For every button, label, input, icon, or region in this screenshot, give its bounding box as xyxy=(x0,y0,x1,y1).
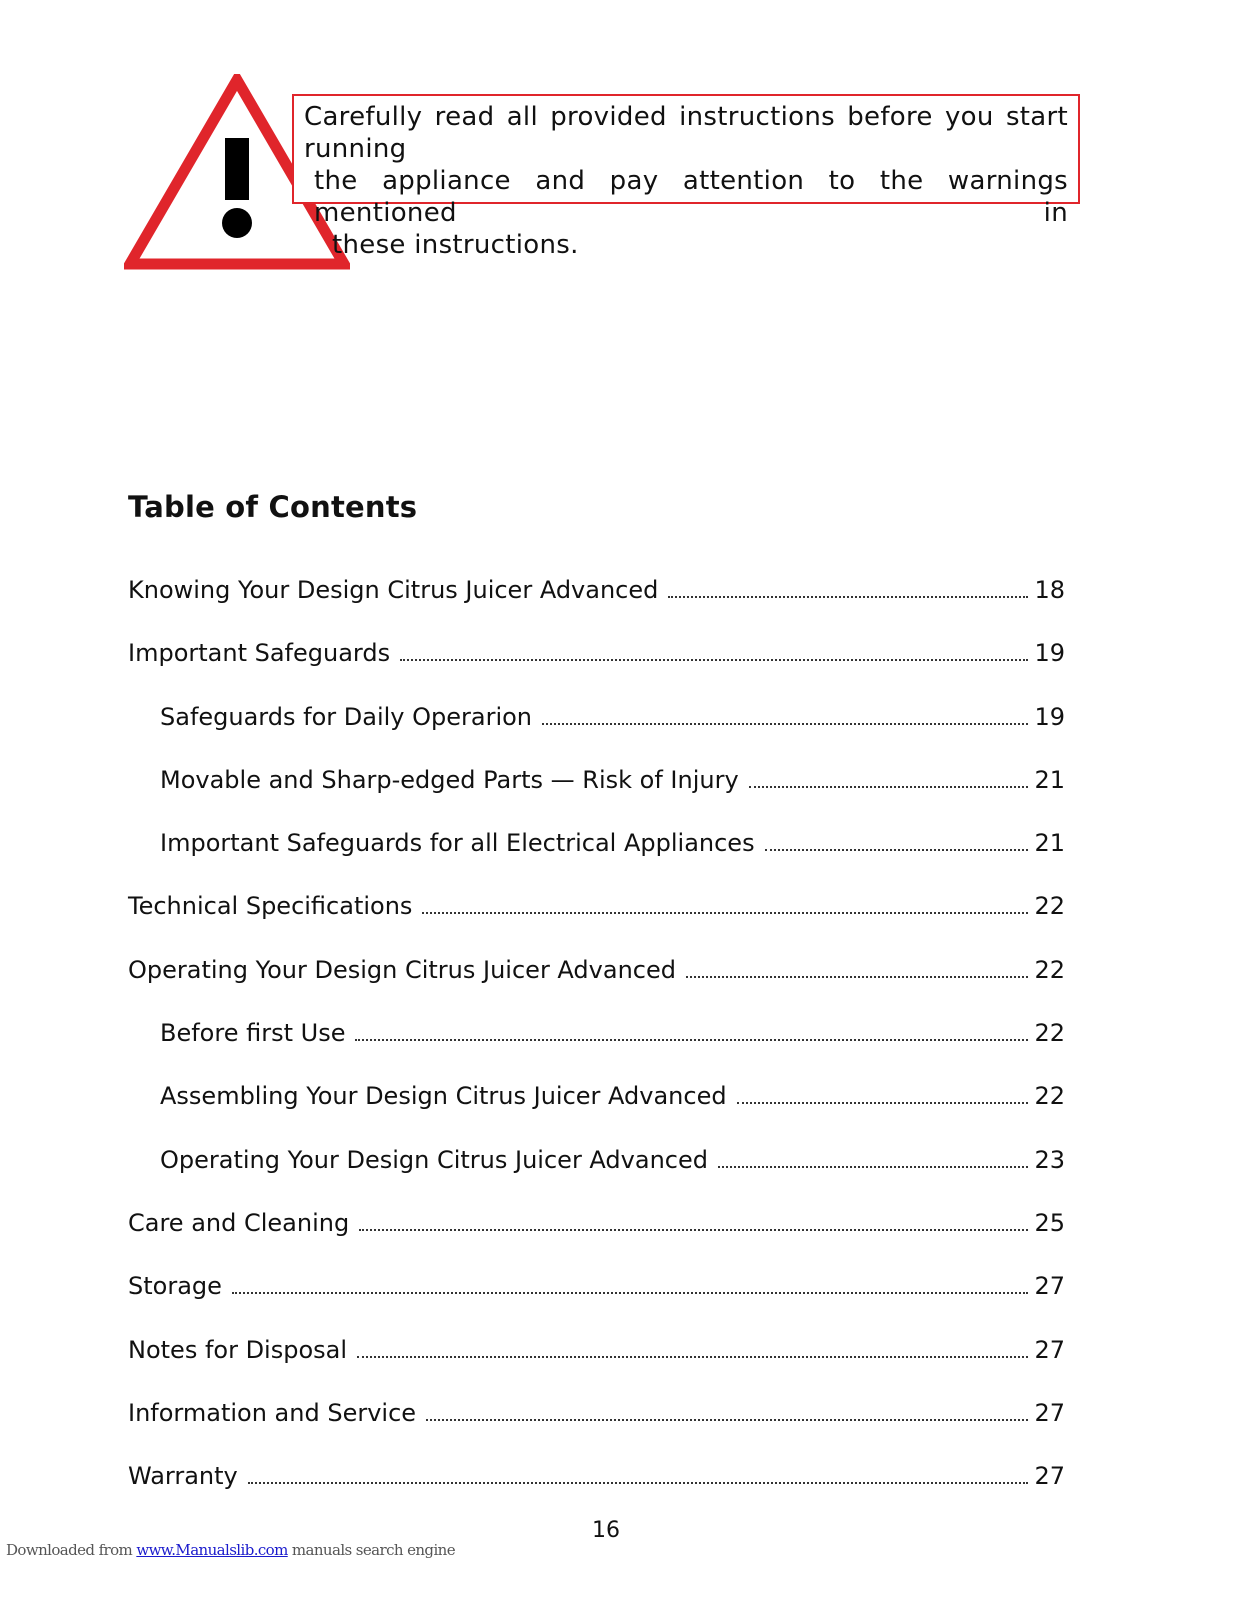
toc-entry-page: 21 xyxy=(1034,765,1065,794)
dot-leader xyxy=(359,1229,1028,1231)
footer-suffix: manuals search engine xyxy=(287,1541,455,1559)
toc-entry-page: 21 xyxy=(1034,829,1065,858)
toc-subentry[interactable] xyxy=(128,1140,1065,1203)
toc-entry-label: Notes for Disposal xyxy=(128,1335,348,1364)
toc-entry-page: 27 xyxy=(1034,1398,1065,1427)
dot-leader xyxy=(737,1102,1029,1104)
dot-leader xyxy=(232,1292,1029,1294)
toc-entry-page: 19 xyxy=(1034,702,1065,731)
dot-leader xyxy=(400,659,1028,661)
page-number: 16 xyxy=(592,1518,620,1543)
toc-entry-label: Care and Cleaning xyxy=(128,1208,350,1237)
warning-line: the appliance and pay attention to the warnings mentioned in xyxy=(314,166,1068,228)
toc-subentry[interactable] xyxy=(128,1013,1065,1076)
dot-leader xyxy=(686,976,1028,978)
download-footer xyxy=(6,1541,455,1559)
toc-entry-label: Technical Specifications xyxy=(128,892,413,921)
toc-entry[interactable] xyxy=(128,1203,1065,1266)
toc-entry-page: 25 xyxy=(1034,1208,1065,1237)
toc-entry-page: 19 xyxy=(1034,639,1065,668)
toc-entry[interactable] xyxy=(128,886,1065,949)
dot-leader xyxy=(542,723,1028,725)
footer-prefix: Downloaded from xyxy=(6,1541,137,1559)
toc-entry[interactable] xyxy=(128,1393,1065,1456)
table-of-contents xyxy=(128,570,1065,1519)
toc-entry[interactable] xyxy=(128,1456,1065,1519)
dot-leader xyxy=(248,1482,1029,1484)
toc-entry[interactable] xyxy=(128,950,1065,1013)
toc-entry-page: 23 xyxy=(1034,1145,1065,1174)
toc-entry-page: 22 xyxy=(1034,955,1065,984)
toc-entry[interactable] xyxy=(128,1266,1065,1329)
toc-entry-label: Storage xyxy=(128,1272,222,1301)
toc-entry-label: Assembling Your Design Citrus Juicer Advanced xyxy=(160,1082,727,1111)
warning-notice xyxy=(292,94,1080,260)
dot-leader xyxy=(718,1166,1028,1168)
toc-entry-page: 22 xyxy=(1034,1019,1065,1048)
toc-title: Table of Contents xyxy=(128,490,418,524)
dot-leader xyxy=(426,1419,1028,1421)
toc-entry-label: Operating Your Design Citrus Juicer Advanced xyxy=(128,955,676,984)
toc-entry-label: Information and Service xyxy=(128,1398,417,1427)
toc-entry-page: 22 xyxy=(1034,892,1065,921)
dot-leader xyxy=(422,912,1028,914)
toc-entry-label: Important Safeguards xyxy=(128,639,391,668)
toc-entry-label: Important Safeguards for all Electrical Appliances xyxy=(160,829,755,858)
toc-entry-label: Operating Your Design Citrus Juicer Advanced xyxy=(160,1145,708,1174)
toc-entry-label: Knowing Your Design Citrus Juicer Advanced xyxy=(128,576,659,604)
toc-entry-label: Warranty xyxy=(128,1462,238,1491)
warning-line: Carefully read all provided instructions before you start running xyxy=(304,102,1068,164)
toc-subentry[interactable] xyxy=(128,697,1065,760)
toc-subentry[interactable] xyxy=(128,760,1065,823)
dot-leader xyxy=(355,1039,1028,1041)
toc-entry-page: 18 xyxy=(1034,576,1065,604)
dot-leader xyxy=(765,849,1029,851)
toc-entry-page: 22 xyxy=(1034,1082,1065,1111)
dot-leader xyxy=(749,786,1029,788)
warning-line: these instructions. xyxy=(332,230,579,260)
toc-subentry[interactable] xyxy=(128,823,1065,886)
toc-entry-label: Movable and Sharp-edged Parts — Risk of Injury xyxy=(160,765,739,794)
toc-subentry[interactable] xyxy=(128,1076,1065,1139)
dot-leader xyxy=(357,1356,1028,1358)
toc-entry[interactable] xyxy=(128,633,1065,696)
toc-entry[interactable] xyxy=(128,1330,1065,1393)
toc-entry[interactable] xyxy=(128,570,1065,633)
toc-entry-label: Safeguards for Daily Operarion xyxy=(160,702,532,731)
toc-entry-page: 27 xyxy=(1034,1462,1065,1491)
manualslib-link[interactable]: www.Manualslib.com xyxy=(136,1541,288,1559)
toc-entry-label: Before first Use xyxy=(160,1019,346,1048)
toc-entry-page: 27 xyxy=(1034,1335,1065,1364)
dot-leader xyxy=(668,596,1028,598)
toc-entry-page: 27 xyxy=(1034,1272,1065,1301)
